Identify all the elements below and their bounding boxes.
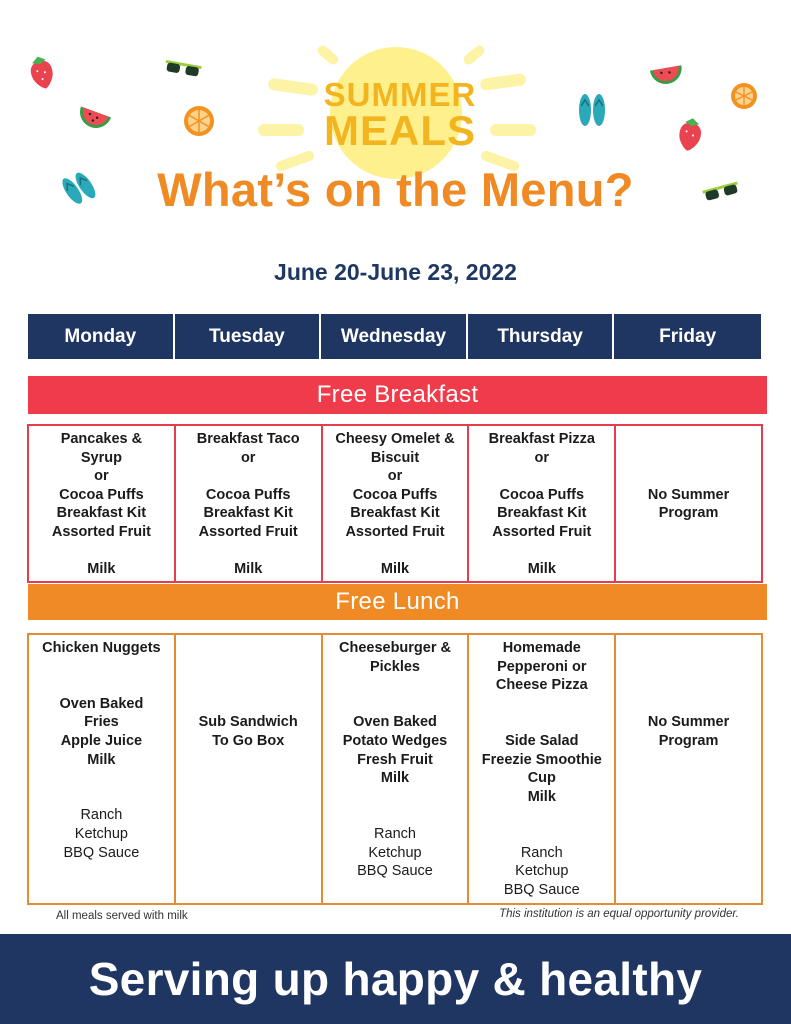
orange-icon bbox=[184, 106, 214, 136]
breakfast-menu-item: Breakfast Pizza bbox=[488, 431, 595, 447]
breakfast-menu-item: Biscuit bbox=[370, 449, 420, 466]
lunch-menu-item: Milk bbox=[87, 751, 116, 768]
equal-opportunity-note: This institution is an equal opportunity provider. bbox=[499, 908, 739, 920]
lunch-menu-item: Sub Sandwich bbox=[198, 714, 298, 731]
breakfast-menu-item: Breakfast Kit bbox=[203, 505, 293, 522]
lunch-menu-item: Program bbox=[658, 733, 719, 749]
breakfast-menu-item: Assorted Fruit bbox=[51, 524, 151, 540]
lunch-menu-item: Potato Wedges bbox=[342, 733, 448, 749]
lunch-menu-item: No Summer bbox=[647, 714, 730, 731]
watermelon-icon bbox=[650, 65, 684, 86]
lunch-menu-item: Ranch bbox=[374, 826, 416, 842]
breakfast-menu-item: Breakfast Kit bbox=[56, 505, 147, 522]
breakfast-cell-monday bbox=[29, 426, 176, 581]
lunch-menu-item: To Go Box bbox=[212, 733, 285, 749]
breakfast-cell-thursday bbox=[469, 426, 616, 581]
lunch-cell-thursday bbox=[469, 635, 616, 903]
page-title: What’s on the Menu? bbox=[157, 163, 634, 216]
breakfast-menu-item: or bbox=[240, 449, 256, 466]
breakfast-menu-item: Program bbox=[658, 505, 719, 522]
breakfast-cell-friday bbox=[616, 426, 761, 581]
day-header-monday: Monday bbox=[28, 314, 175, 359]
strawberry-icon bbox=[27, 54, 56, 91]
lunch-menu-item: BBQ Sauce bbox=[63, 844, 140, 861]
day-header-thursday: Thursday bbox=[468, 314, 615, 359]
day-header-friday: Friday bbox=[614, 314, 761, 359]
lunch-cell-tuesday bbox=[176, 635, 323, 903]
breakfast-cell-tuesday bbox=[176, 426, 323, 581]
lunch-menu-item: Ranch bbox=[520, 844, 563, 861]
milk-note: All meals served with milk bbox=[56, 910, 188, 922]
lunch-menu-item: Chicken Nuggets bbox=[42, 640, 161, 656]
lunch-menu-item: BBQ Sauce bbox=[357, 863, 433, 880]
breakfast-menu-item: Cocoa Puffs bbox=[499, 486, 585, 503]
lunch-table bbox=[27, 633, 763, 905]
lunch-menu-item: Cheeseburger & bbox=[338, 640, 451, 656]
lunch-menu-item: Oven Baked bbox=[353, 714, 437, 731]
lunch-menu-item: Pickles bbox=[369, 658, 420, 675]
breakfast-menu-item: No Summer bbox=[647, 486, 730, 503]
breakfast-menu-item: Cocoa Puffs bbox=[352, 486, 438, 503]
breakfast-menu-item: Milk bbox=[380, 561, 410, 578]
lunch-menu-item: BBQ Sauce bbox=[503, 881, 580, 898]
lunch-menu-item: Apple Juice bbox=[60, 733, 143, 749]
lunch-menu-item: Cheese Pizza bbox=[495, 677, 588, 694]
days-header-row bbox=[28, 314, 761, 359]
breakfast-menu-item: Assorted Fruit bbox=[198, 524, 298, 540]
lunch-menu-item: Milk bbox=[527, 788, 556, 805]
breakfast-menu-item: or bbox=[387, 468, 403, 485]
logo-line-summer: SUMMER bbox=[323, 76, 477, 113]
lunch-menu-item: Ketchup bbox=[515, 863, 569, 880]
date-range: June 20-June 23, 2022 bbox=[274, 259, 517, 285]
breakfast-heading: Free Breakfast bbox=[28, 376, 767, 414]
orange-icon bbox=[731, 83, 757, 109]
breakfast-menu-item: Cocoa Puffs bbox=[205, 486, 291, 503]
watermelon-icon bbox=[75, 107, 111, 133]
breakfast-table bbox=[27, 424, 763, 583]
breakfast-menu-item: or bbox=[94, 468, 109, 485]
lunch-heading: Free Lunch bbox=[28, 584, 767, 620]
day-header-wednesday: Wednesday bbox=[321, 314, 468, 359]
lunch-menu-item: Ranch bbox=[80, 807, 123, 824]
lunch-menu-item: Pepperoni or bbox=[497, 658, 587, 675]
lunch-menu-item: Ketchup bbox=[368, 844, 422, 861]
day-header-tuesday: Tuesday bbox=[175, 314, 322, 359]
breakfast-menu-item: Cheesy Omelet & bbox=[335, 431, 455, 447]
header bbox=[0, 0, 791, 240]
breakfast-menu-item: Milk bbox=[527, 561, 556, 578]
lunch-menu-item: Cup bbox=[527, 770, 556, 787]
logo-line-meals: MEALS bbox=[324, 107, 476, 154]
breakfast-cell-wednesday bbox=[323, 426, 470, 581]
lunch-menu-item: Oven Baked bbox=[59, 695, 144, 712]
breakfast-menu-item: Cocoa Puffs bbox=[59, 486, 144, 503]
lunch-cell-friday bbox=[616, 635, 761, 903]
lunch-menu-item: Homemade bbox=[502, 640, 581, 656]
breakfast-menu-item: Pancakes & bbox=[60, 431, 143, 447]
footer-tagline: Serving up happy & healthy bbox=[88, 953, 703, 1005]
lunch-menu-item: Fresh Fruit bbox=[357, 751, 433, 768]
breakfast-menu-item: or bbox=[534, 449, 550, 466]
breakfast-menu-item: Syrup bbox=[80, 449, 122, 466]
breakfast-menu-item: Breakfast Taco bbox=[196, 431, 300, 447]
breakfast-menu-item: Milk bbox=[87, 561, 116, 578]
lunch-cell-monday bbox=[29, 635, 176, 903]
lunch-menu-item: Ketchup bbox=[74, 826, 128, 842]
breakfast-menu-item: Breakfast Kit bbox=[350, 505, 440, 522]
flip-flops-icon bbox=[579, 94, 605, 126]
breakfast-menu-item: Assorted Fruit bbox=[492, 524, 592, 540]
breakfast-menu-item: Milk bbox=[234, 561, 263, 578]
lunch-menu-item: Side Salad bbox=[505, 733, 579, 749]
lunch-menu-item: Freezie Smoothie bbox=[481, 751, 602, 768]
breakfast-menu-item: Breakfast Kit bbox=[497, 505, 587, 522]
strawberry-icon bbox=[677, 116, 704, 152]
lunch-menu-item: Milk bbox=[380, 770, 410, 787]
lunch-menu-item: Fries bbox=[84, 714, 119, 731]
sunglasses-icon bbox=[164, 60, 201, 77]
lunch-cell-wednesday bbox=[323, 635, 470, 903]
summer-meals-logo bbox=[250, 78, 550, 152]
breakfast-menu-item: Assorted Fruit bbox=[345, 524, 445, 540]
footer-banner bbox=[0, 934, 791, 1024]
